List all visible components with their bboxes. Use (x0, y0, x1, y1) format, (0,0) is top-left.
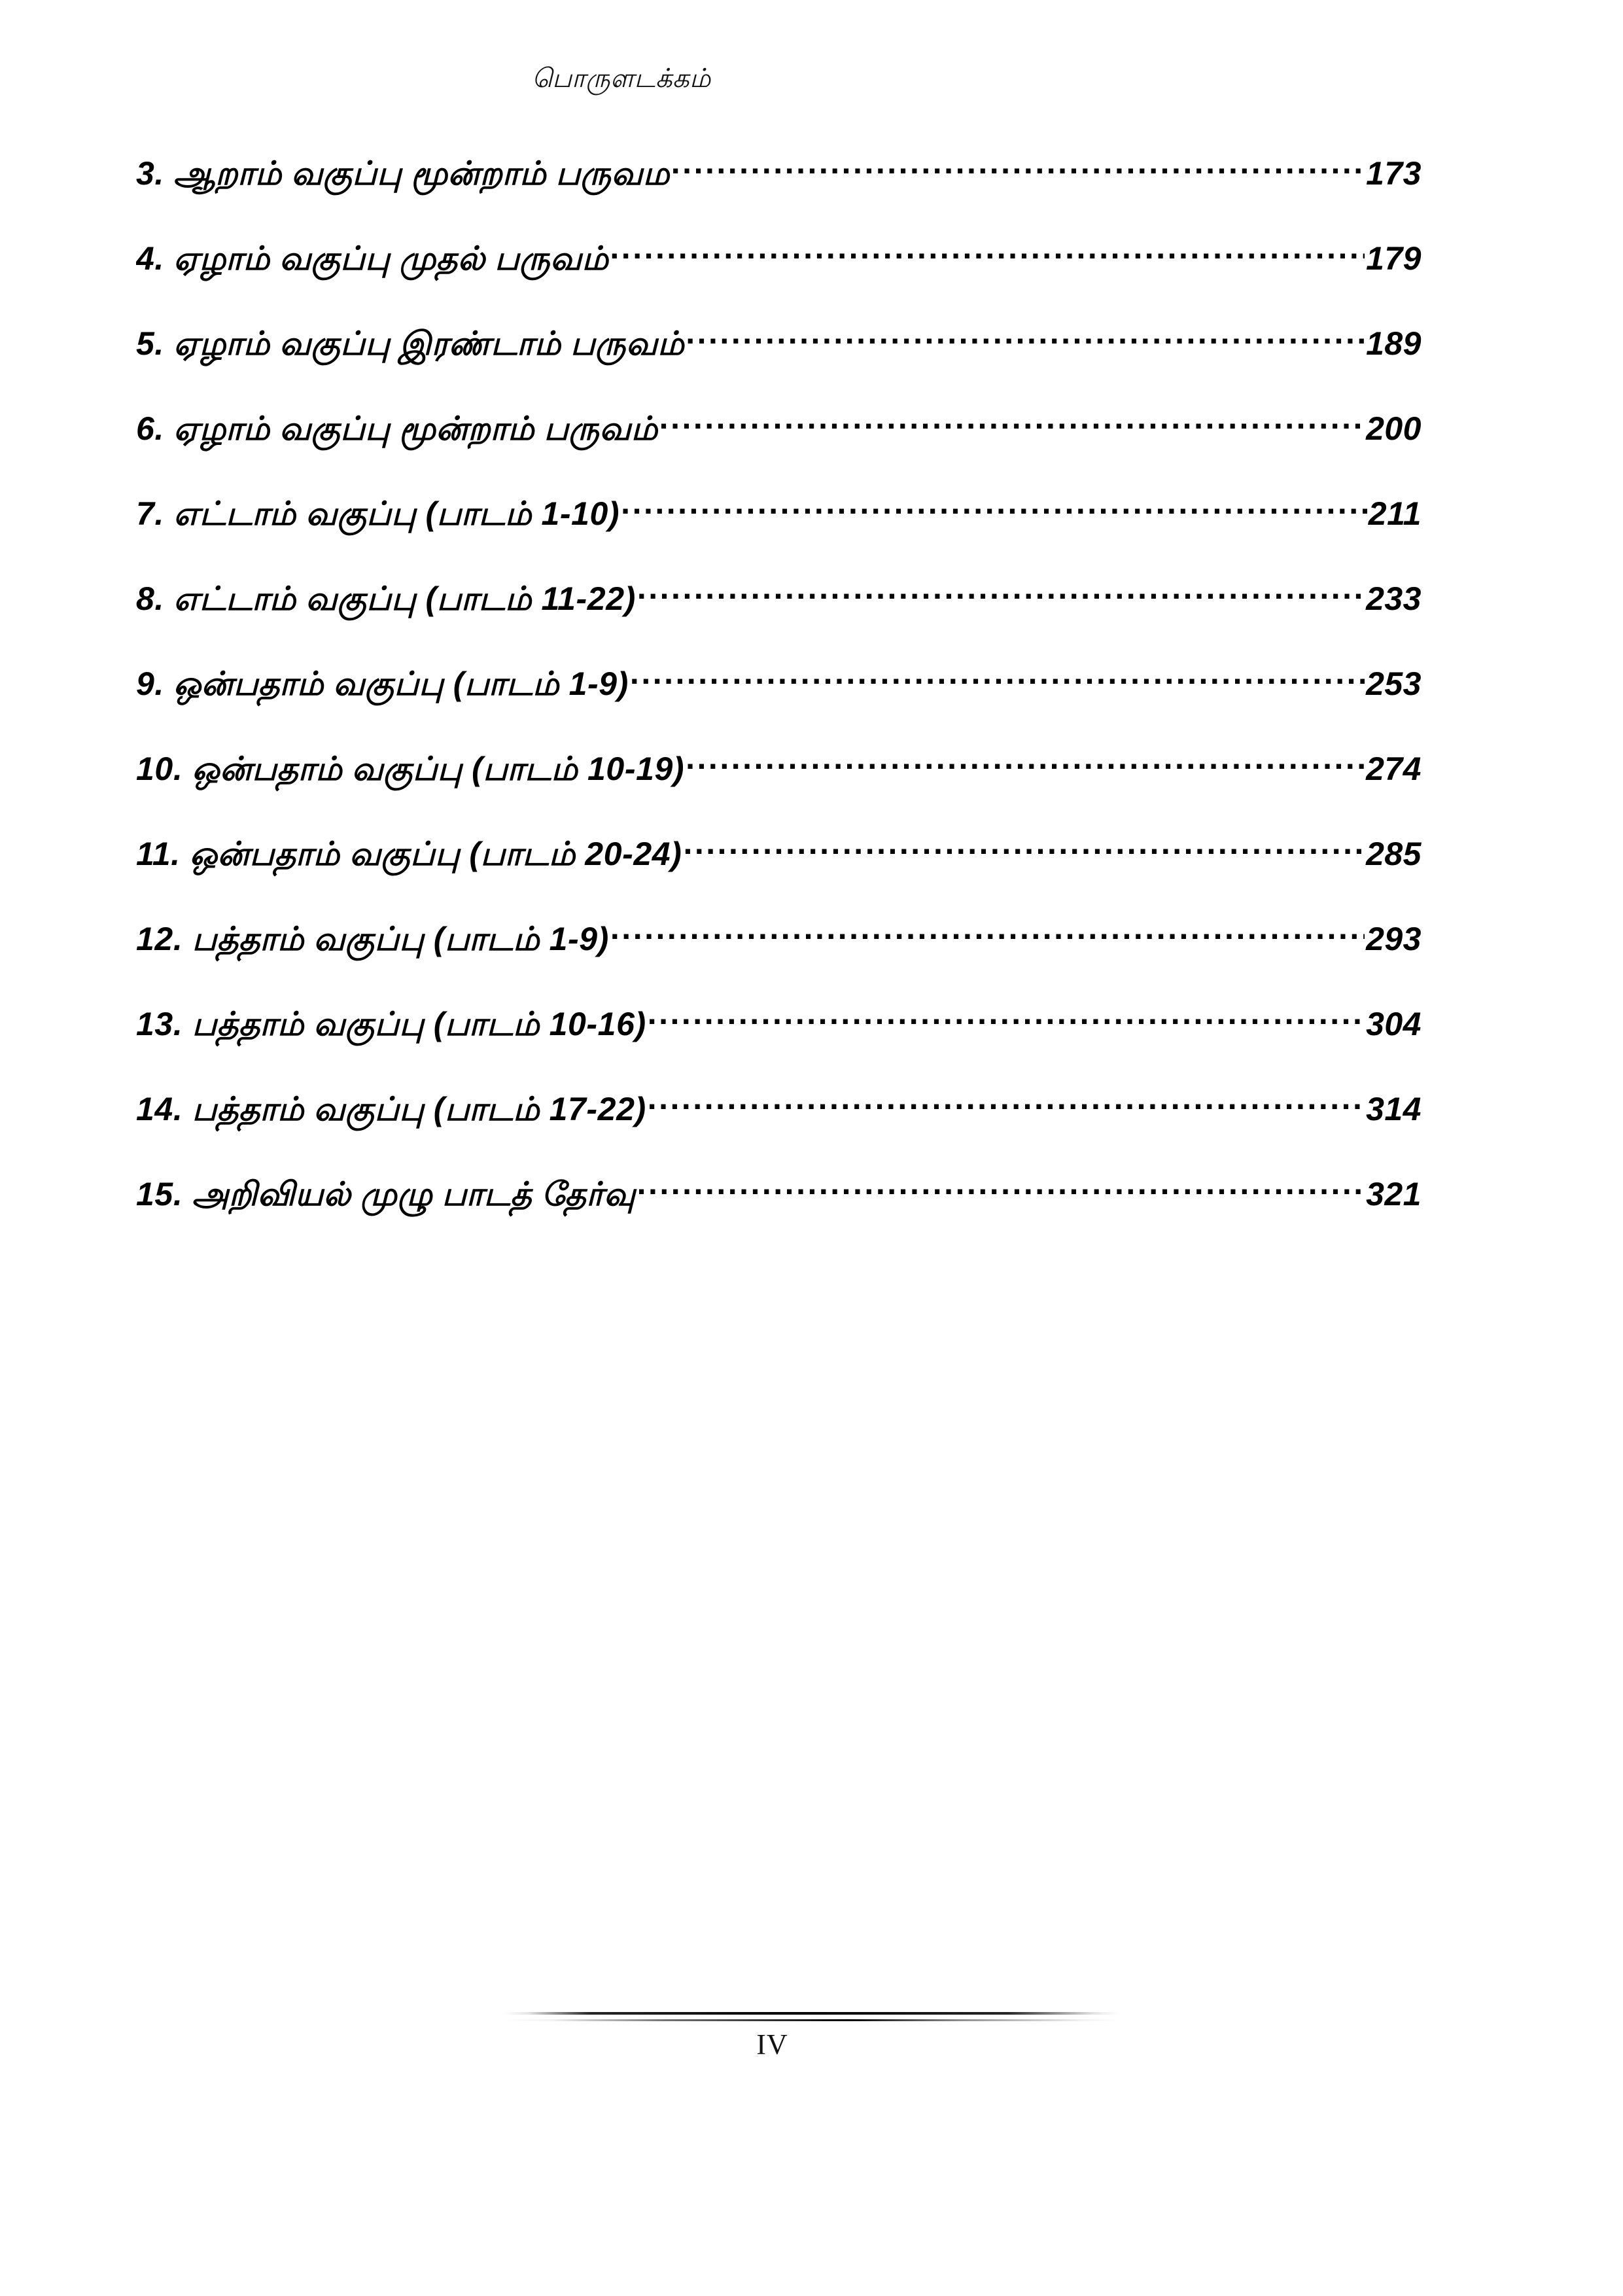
toc-entry[interactable] (136, 237, 1422, 322)
toc-entry-page-number: 304 (1366, 1006, 1422, 1042)
toc-entry-title: 14. பத்தாம் வகுப்பு (பாடம் 17-22) (136, 1091, 646, 1127)
toc-entry[interactable] (136, 152, 1422, 237)
toc-dot-leader (637, 1173, 1365, 1205)
toc-dot-leader (648, 1087, 1365, 1120)
toc-entry-title: 7. எட்டாம் வகுப்பு (பாடம் 1-10) (136, 495, 620, 532)
toc-entry-title: 11. ஒன்பதாம் வகுப்பு (பாடம் 20-24) (136, 836, 682, 872)
toc-entry[interactable] (136, 917, 1422, 1002)
toc-entry[interactable] (136, 1087, 1422, 1173)
toc-dot-leader (621, 492, 1367, 525)
toc-entry-page-number: 173 (1366, 155, 1422, 192)
toc-entry-page-number: 321 (1366, 1176, 1422, 1212)
toc-dot-leader (648, 1002, 1365, 1035)
footer-rule-lower (504, 2019, 1119, 2021)
toc-entry[interactable] (136, 662, 1422, 747)
page-footer (0, 1999, 1623, 2130)
folio-page-number (0, 2028, 1623, 2061)
footer-ornament-rule (504, 1999, 1119, 2025)
toc-entry[interactable] (136, 747, 1422, 832)
toc-dot-leader (637, 577, 1365, 610)
table-of-contents (136, 152, 1422, 1258)
toc-dot-leader (686, 322, 1365, 355)
toc-entry-page-number: 189 (1366, 325, 1422, 362)
toc-dot-leader (610, 917, 1365, 950)
toc-entry-page-number: 233 (1366, 580, 1422, 617)
toc-entry-page-number: 179 (1366, 240, 1422, 277)
toc-entry[interactable] (136, 577, 1422, 662)
toc-entry-title: 6. ஏழாம் வகுப்பு மூன்றாம் பருவம் (136, 410, 658, 447)
toc-entry-page-number: 285 (1366, 836, 1422, 872)
toc-entry[interactable] (136, 407, 1422, 492)
toc-entry[interactable] (136, 322, 1422, 407)
toc-dot-leader (686, 747, 1365, 780)
toc-entry-page-number: 211 (1368, 495, 1422, 532)
running-head: பொருளடக்கம் (532, 63, 711, 93)
toc-dot-leader (610, 237, 1365, 270)
toc-entry-page-number: 200 (1366, 410, 1422, 447)
toc-entry[interactable] (136, 1173, 1422, 1258)
folio-value: IV (756, 2028, 788, 2060)
toc-entry[interactable] (136, 1002, 1422, 1087)
toc-entry-title: 15. அறிவியல் முழு பாடத் தேர்வு (136, 1176, 636, 1212)
toc-entry-title: 13. பத்தாம் வகுப்பு (பாடம் 10-16) (136, 1006, 646, 1042)
toc-entry-page-number: 274 (1366, 751, 1422, 787)
footer-rule-upper (504, 2012, 1119, 2015)
toc-entry-title: 8. எட்டாம் வகுப்பு (பாடம் 11-22) (136, 580, 636, 617)
toc-entry-title: 12. பத்தாம் வகுப்பு (பாடம் 1-9) (136, 921, 609, 957)
toc-entry-title: 9. ஒன்பதாம் வகுப்பு (பாடம் 1-9) (136, 665, 629, 702)
toc-entry-title: 3. ஆறாம் வகுப்பு மூன்றாம் பருவம (136, 155, 670, 192)
toc-dot-leader (630, 662, 1365, 695)
toc-entry-title: 5. ஏழாம் வகுப்பு இரண்டாம் பருவம் (136, 325, 685, 362)
toc-entry-title: 4. ஏழாம் வகுப்பு முதல் பருவம் (136, 240, 609, 277)
toc-entry-title: 10. ஒன்பதாம் வகுப்பு (பாடம் 10-19) (136, 751, 685, 787)
toc-entry[interactable] (136, 492, 1422, 577)
toc-entry-page-number: 253 (1366, 665, 1422, 702)
toc-dot-leader (683, 832, 1365, 865)
toc-dot-leader (659, 407, 1365, 440)
toc-dot-leader (671, 152, 1365, 185)
toc-entry-page-number: 314 (1366, 1091, 1422, 1127)
toc-entry-page-number: 293 (1366, 921, 1422, 957)
toc-entry[interactable] (136, 832, 1422, 917)
